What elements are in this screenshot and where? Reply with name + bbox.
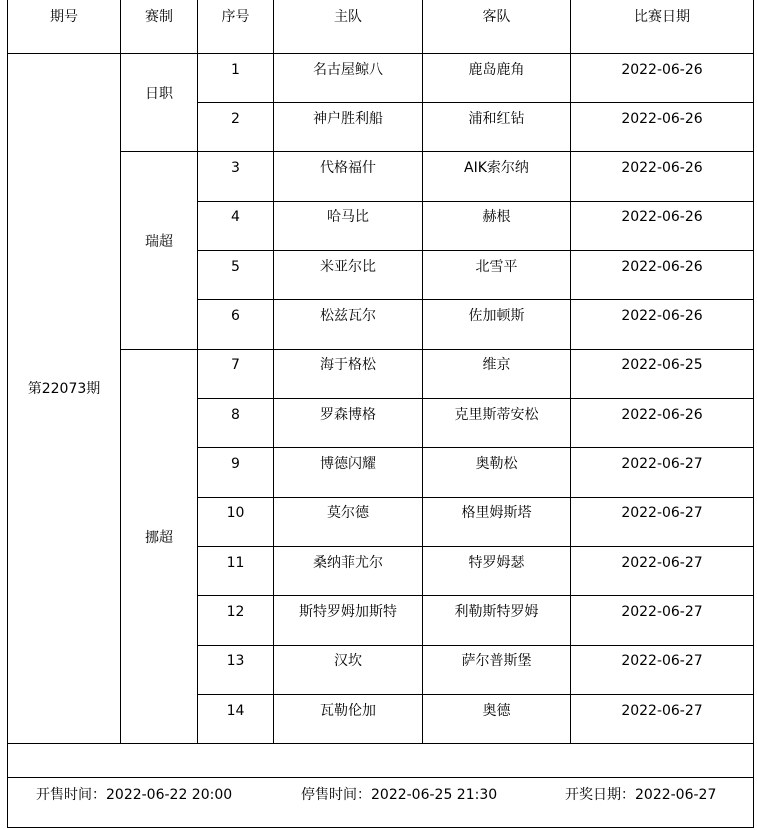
match-date: 2022-06-26: [621, 407, 703, 423]
away-team: 北雪平: [475, 259, 518, 275]
match-date: 2022-06-27: [621, 604, 703, 620]
match-no: 8: [231, 407, 240, 423]
match-date: 2022-06-27: [621, 555, 703, 571]
header-issue: 期号: [50, 9, 78, 25]
match-date: 2022-06-27: [621, 653, 703, 669]
match-date: 2022-06-26: [621, 259, 703, 275]
match-no: 5: [231, 259, 240, 275]
away-team: 奥德: [482, 703, 511, 719]
sale-stop-time: 停售时间：2022-06-25 21:30: [301, 787, 498, 803]
match-no: 3: [231, 160, 240, 176]
home-team: 斯特罗姆加斯特: [299, 604, 397, 620]
match-date: 2022-06-26: [621, 308, 703, 324]
away-team: 赫根: [482, 209, 511, 225]
home-team: 代格福什: [320, 160, 376, 176]
match-no: 9: [231, 456, 240, 472]
match-date: 2022-06-26: [621, 111, 703, 127]
match-no: 4: [231, 209, 240, 225]
match-date: 2022-06-26: [621, 160, 703, 176]
home-team: 哈马比: [327, 209, 369, 225]
home-team: 名古屋鲸八: [313, 62, 383, 78]
match-date: 2022-06-27: [621, 505, 703, 521]
home-team: 罗森博格: [320, 407, 376, 423]
draw-date: 开奖日期：2022-06-27: [565, 787, 717, 803]
away-team: 特罗姆瑟: [468, 555, 525, 571]
league-eliteserien: 挪超: [145, 530, 173, 546]
match-no: 2: [231, 111, 240, 127]
home-team: 汉坎: [334, 653, 362, 669]
away-team: 奥勒松: [475, 456, 518, 472]
league-allsvenskan: 瑞超: [145, 234, 173, 250]
home-team: 海于格松: [320, 357, 376, 373]
match-no: 10: [226, 505, 245, 521]
home-team: 松兹瓦尔: [320, 308, 376, 324]
away-team: 佐加顿斯: [468, 308, 525, 324]
match-date: 2022-06-27: [621, 456, 703, 472]
header-away: 客队: [482, 9, 511, 25]
home-team: 米亚尔比: [320, 259, 376, 275]
match-date: 2022-06-26: [621, 62, 703, 78]
match-no: 13: [226, 653, 245, 669]
away-team: 浦和红钻: [468, 111, 525, 127]
away-team: AIK索尔纳: [464, 160, 529, 176]
match-no: 7: [231, 357, 240, 373]
header-no: 序号: [221, 9, 250, 25]
header-home: 主队: [334, 9, 362, 25]
home-team: 瓦勒伦加: [320, 703, 376, 719]
home-team: 博德闪耀: [320, 456, 376, 472]
away-team: 鹿岛鹿角: [468, 62, 525, 78]
match-date: 2022-06-25: [621, 357, 703, 373]
match-no: 1: [231, 62, 240, 78]
header-date: 比赛日期: [634, 9, 690, 25]
away-team: 维京: [482, 357, 511, 373]
home-team: 神户胜利船: [313, 111, 383, 127]
away-team: 格里姆斯塔: [461, 505, 532, 521]
header-league: 赛制: [145, 9, 173, 25]
match-no: 6: [231, 308, 240, 324]
sale-start-time: 开售时间：2022-06-22 20:00: [36, 787, 233, 803]
away-team: 利勒斯特罗姆: [454, 604, 539, 620]
match-date: 2022-06-27: [621, 703, 703, 719]
home-team: 莫尔德: [327, 505, 369, 521]
league-j-league: 日职: [145, 86, 173, 102]
away-team: 克里斯蒂安松: [454, 407, 539, 423]
match-date: 2022-06-26: [621, 209, 703, 225]
match-no: 14: [226, 703, 245, 719]
match-no: 12: [226, 604, 245, 620]
home-team: 桑纳菲尤尔: [313, 555, 383, 571]
match-no: 11: [226, 555, 245, 571]
away-team: 萨尔普斯堡: [461, 653, 532, 669]
issue-number: 第22073期: [27, 381, 101, 397]
